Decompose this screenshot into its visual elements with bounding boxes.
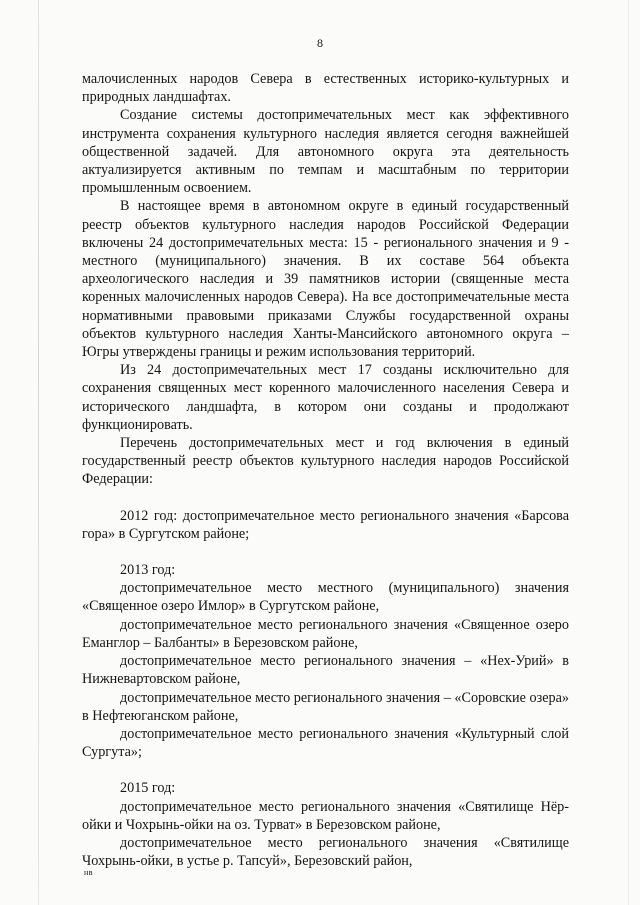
list-item: достопримечательное место регионального значения «Святилище Нёр-ойки и Чохрынь-ойки на оз. Турват» в Березовском районе, <box>82 798 569 833</box>
page-number: 8 <box>317 36 323 50</box>
scan-edge-left <box>38 0 39 905</box>
paragraph: В настоящее время в автономном округе в единый государственный реестр объектов культурного наследия народов Российской Федерации включены 24 достопримечательных места: 15 - регионального значения и 9 - местного (муниципального) значения. В их составе 564 объекта археологического наследия и 39 памятников истории (священные места коренных малочисленных народов Севера). На все достопримечательные места нормативными правовыми приказами Службы государственной охраны объектов культурного наследия Ханты-Мансийского автономного округа – Югры утверждены границы и режим использования территорий. <box>82 198 569 361</box>
paragraph: Из 24 достопримечательных мест 17 созданы исключительно для сохранения священных мест коренного малочисленного населения Севера и исторического ландшафта, в котором они созданы и продолжают функционировать. <box>82 362 569 433</box>
list-item: 2012 год: достопримечательное место регионального значения «Барсова гора» в Сургутском районе; <box>82 507 569 542</box>
list-item: достопримечательное место регионального значения «Культурный слой Сургута»; <box>82 725 569 761</box>
spacer <box>82 489 569 507</box>
footer-mark: нв <box>84 868 94 877</box>
spacer <box>82 543 569 561</box>
paragraph: Перечень достопримечательных мест и год включения в единый государственный реестр объектов культурного наследия народов Российской Федерации: <box>82 435 569 488</box>
paragraph: Создание системы достопримечательных мест как эффективного инструмента сохранения культурного наследия является сегодня важнейшей общественной задачей. Для автономного округа эта деятельность актуализируется активным по темпам и масштабным по территории промышленным освоением. <box>82 107 569 197</box>
list-item: достопримечательное место регионального значения – «Соровские озера» в Нефтеюганском районе, <box>82 689 569 724</box>
document-body <box>82 70 569 870</box>
list-item: достопримечательное место регионального значения «Священное озеро Еманглор – Балбанты» в Березовском районе, <box>82 616 569 651</box>
list-item: достопримечательное место регионального значения – «Нех-Урий» в Нижневартовском районе, <box>82 653 569 688</box>
year-heading: 2013 год: <box>120 562 176 579</box>
list-item: достопримечательное место местного (муниципального) значения «Священное озеро Имлор» в Сургутском районе, <box>82 580 569 615</box>
spacer <box>82 761 569 779</box>
list-item: достопримечательное место регионального значения «Святилище Чохрынь-ойки, в устье р. Тапсуй», Березовский район, <box>82 834 569 870</box>
year-heading: 2015 год: <box>120 780 176 797</box>
scan-edge-right <box>628 0 629 905</box>
paragraph: малочисленных народов Севера в естественных историко-культурных и природных ландшафтах. <box>82 71 569 106</box>
